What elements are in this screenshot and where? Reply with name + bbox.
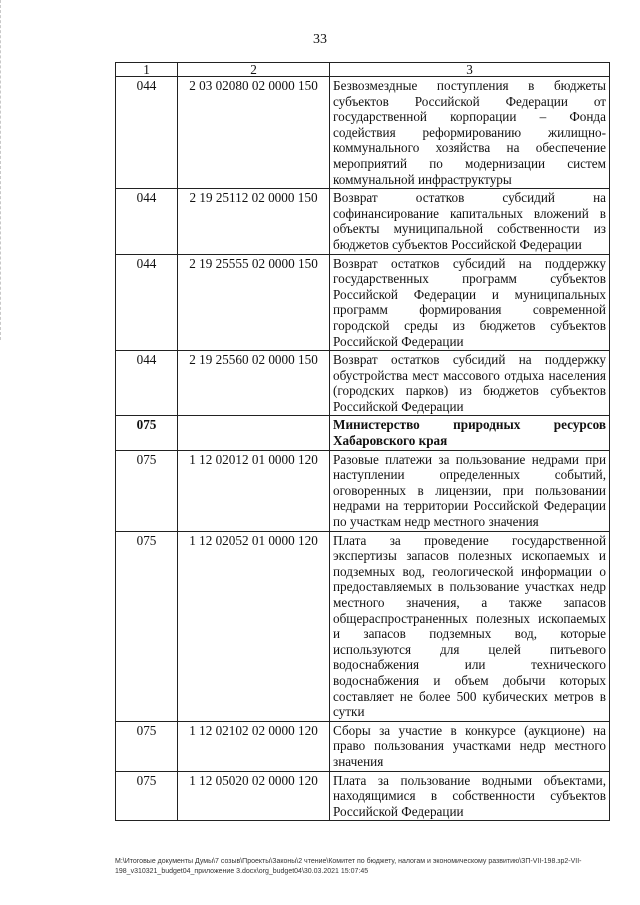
admin-code-cell: 075 [116,450,178,531]
budget-code-cell: 2 19 25560 02 0000 150 [178,351,330,416]
description-cell: Плата за проведение государственной экспертизы запасов полезных ископаемых и подземных вод, геологической информации о предоставляемых в пользование участках недр местного значения, а также запасов общераспространенных полезных ископаемых и запасов подземных вод, которые используются для целей питьевого водоснабжения или технического водоснабжения и объем добычи которых составляет не более 500 кубических метров в сутки [330,531,610,721]
header-col-3: 3 [330,63,610,77]
budget-code-cell: 2 03 02080 02 0000 150 [178,77,330,189]
admin-code-cell: 075 [116,416,178,450]
budget-code-cell: 1 12 02102 02 0000 120 [178,721,330,771]
table-row [116,189,610,254]
admin-code-cell: 044 [116,351,178,416]
budget-classification-table [115,62,610,821]
description-cell: Возврат остатков субсидий на поддержку обустройства мест массового отдыха населения (городских парков) из бюджетов субъектов Российской Федерации [330,351,610,416]
table-row [116,721,610,771]
header-col-1: 1 [116,63,178,77]
admin-code-cell: 044 [116,189,178,254]
admin-code-cell: 075 [116,531,178,721]
footer-path-line-1: M:\Итоговые документы Думы\7 созыв\Проекты\Законы\2 чтение\Комитет по бюджету, налогам и экономическому развитию\ЗП-VII-198.зр2-VII- [115,858,582,865]
document-path-footer [115,857,615,877]
description-cell: Министерство природных ресурсов Хабаровского края [330,416,610,450]
description-cell: Плата за пользование водными объектами, находящимися в собственности субъектов Российской Федерации [330,771,610,821]
table-row [116,77,610,189]
budget-code-cell: 1 12 02052 01 0000 120 [178,531,330,721]
budget-code-cell: 2 19 25555 02 0000 150 [178,254,330,351]
description-cell: Сборы за участие в конкурсе (аукционе) на право пользования участками недр местного значения [330,721,610,771]
budget-code-cell: 2 19 25112 02 0000 150 [178,189,330,254]
header-col-2: 2 [178,63,330,77]
footer-path-line-2: 198_v310321_budget04_приложение 3.docx\org_budget04\30.03.2021 15:07:45 [115,868,369,875]
budget-code-cell: 1 12 05020 02 0000 120 [178,771,330,821]
admin-code-cell: 044 [116,254,178,351]
admin-code-cell: 044 [116,77,178,189]
table-row [116,254,610,351]
budget-code-cell: 1 12 02012 01 0000 120 [178,450,330,531]
table-row [116,450,610,531]
description-cell: Безвозмездные поступления в бюджеты субъектов Российской Федерации от государственной корпорации – Фонда содействия реформированию жилищно-коммунального хозяйства на обеспечение мероприятий по модернизации систем коммунальной инфраструктуры [330,77,610,189]
scan-edge-mark [0,0,7,340]
description-cell: Разовые платежи за пользование недрами при наступлении определенных событий, оговоренных в лицензии, при пользовании недрами на территории Российской Федерации по участкам недр местного значения [330,450,610,531]
table-header-row [116,63,610,77]
description-cell: Возврат остатков субсидий на поддержку государственных программ субъектов Российской Федерации и муниципальных программ формирования современной городской среды из бюджетов субъектов Российской Федерации [330,254,610,351]
table-row [116,531,610,721]
admin-code-cell: 075 [116,771,178,821]
table-row [116,771,610,821]
table-row [116,351,610,416]
description-cell: Возврат остатков субсидий на софинансирование капитальных вложений в объекты муниципальной собственности из бюджетов субъектов Российской Федерации [330,189,610,254]
admin-code-cell: 075 [116,721,178,771]
table-row [116,416,610,450]
budget-code-cell [178,416,330,450]
page-number: 33 [313,32,327,47]
